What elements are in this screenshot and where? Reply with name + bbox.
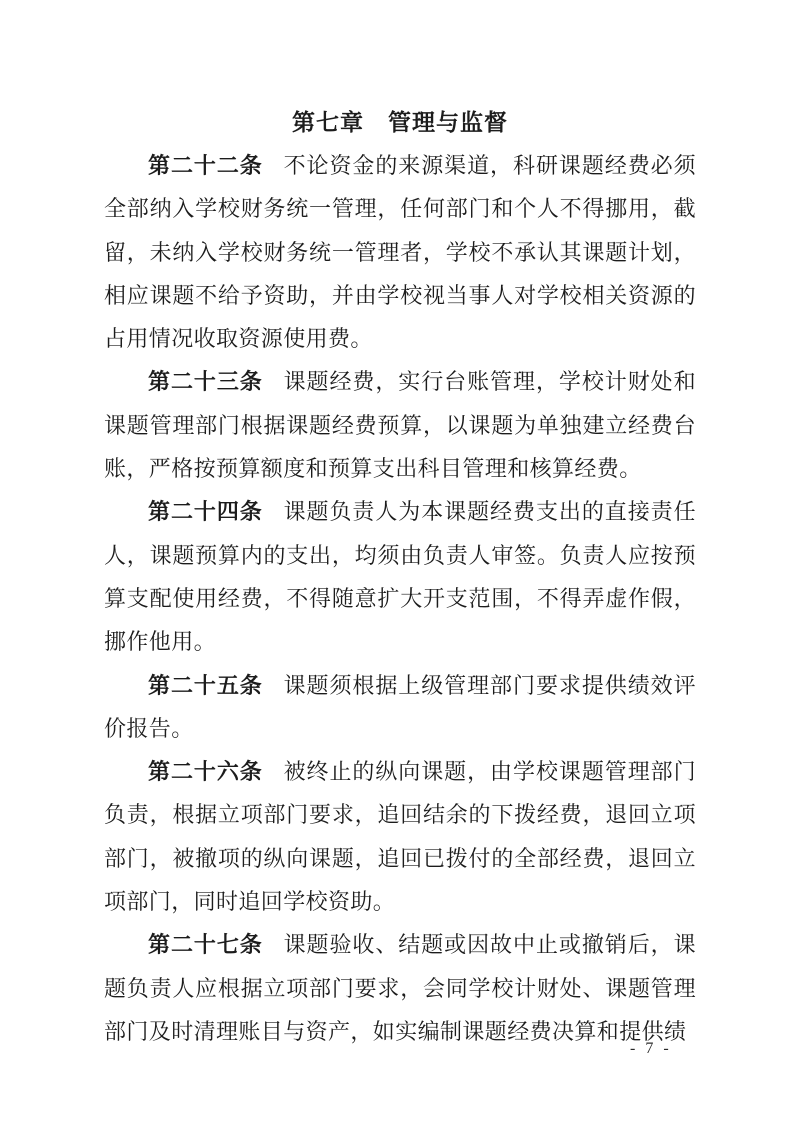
- article-number: 第二十六条: [148, 759, 263, 785]
- article-number: 第二十七条: [148, 932, 263, 958]
- article-paragraph: [104, 664, 696, 751]
- article-paragraph: [104, 144, 696, 360]
- article-paragraph: [104, 750, 696, 923]
- article-text: 课题验收、结题或因故中止或撤销后，课题负责人应根据立项部门要求，会同学校计财处、课题管理部门及时清理账目与资产，如实编制课题经费决算和提供绩: [104, 932, 696, 1044]
- article-text: 不论资金的来源渠道，科研课题经费必须全部纳入学校财务统一管理，任何部门和个人不得挪用，截留，未纳入学校财务统一管理者，学校不承认其课题计划，相应课题不给予资助，并由学校视当事人对学校相关资源的占用情况收取资源使用费。: [104, 153, 696, 352]
- article-text: 课题负责人为本课题经费支出的直接责任人，课题预算内的支出，均须由负责人审签。负责人应按预算支配使用经费，不得随意扩大开支范围，不得弄虚作假，挪作他用。: [104, 499, 696, 655]
- article-number: 第二十三条: [148, 369, 263, 395]
- article-text: 课题须根据上级管理部门要求提供绩效评价报告。: [104, 672, 696, 741]
- article-paragraph: [104, 490, 696, 663]
- article-paragraph: [104, 923, 696, 1053]
- article-number: 第二十四条: [148, 499, 263, 525]
- article-number: 第二十二条: [148, 153, 263, 178]
- article-text: 课题经费，实行台账管理，学校计财处和课题管理部门根据课题经费预算，以课题为单独建立经费台账，严格按预算额度和预算支出科目管理和核算经费。: [104, 369, 696, 482]
- chapter-title: 第七章 管理与监督: [292, 109, 508, 135]
- article-text: 被终止的纵向课题，由学校课题管理部门负责，根据立项部门要求，追回结余的下拨经费，退回立项部门，被撤项的纵向课题，追回已拨付的全部经费，退回立项部门，同时追回学校资助。: [104, 759, 696, 915]
- articles-container: [104, 144, 696, 1053]
- article-number: 第二十五条: [148, 672, 263, 698]
- page-number: - 7 -: [630, 1040, 672, 1057]
- article-paragraph: [104, 360, 696, 490]
- document-content: [104, 100, 696, 1053]
